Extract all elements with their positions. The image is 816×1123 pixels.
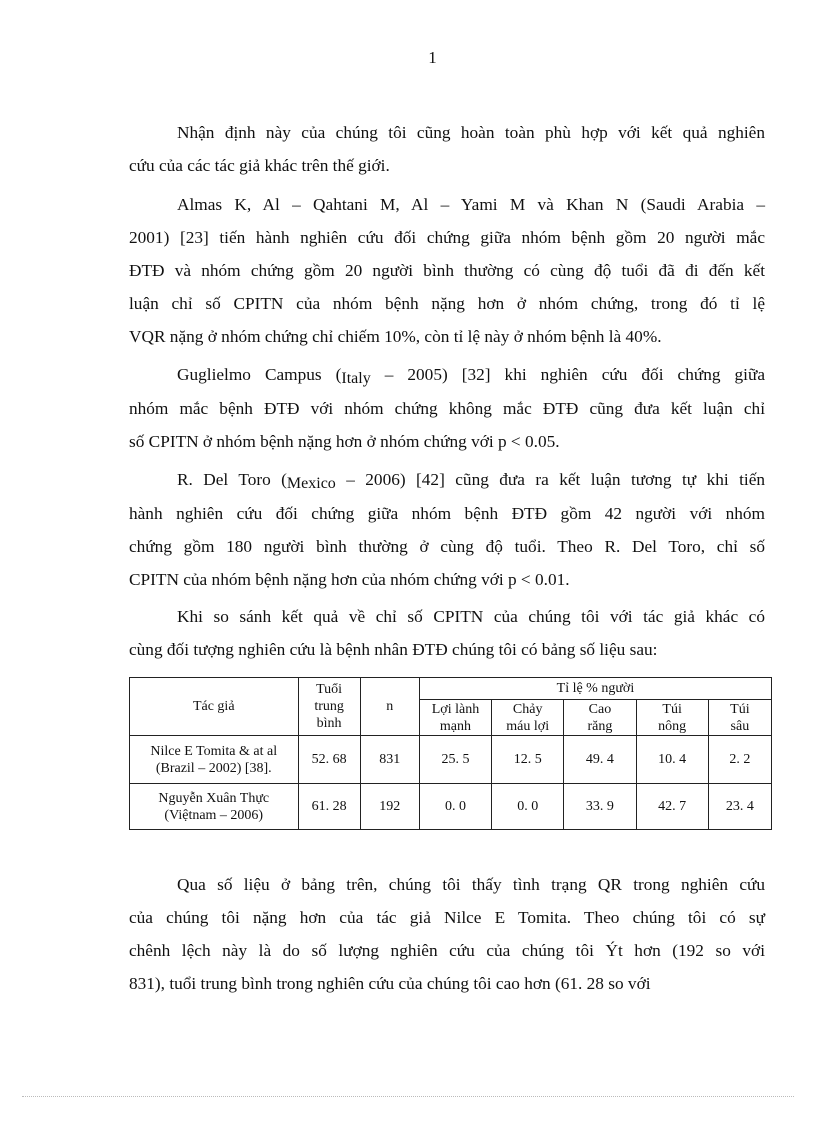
page-number: 1 bbox=[428, 48, 437, 67]
subheader-deep-pocket: Túi sâu bbox=[708, 700, 771, 736]
p5-line-2: cùng đối tượng nghiên cứu là bệnh nhân ĐTĐ chúng tôi có bảng số liệu sau: bbox=[129, 640, 658, 659]
p6-line-4: 831), tuổi trung bình trong nghiên cứu của chúng tôi cao hơn (61. 28 so với bbox=[129, 974, 651, 993]
p6-line-2: của chúng tôi nặng hơn của tác giả Nilce E Tomita. Theo chúng tôi có sự bbox=[129, 908, 765, 927]
subheader-gum-bleeding: Chảy máu lợi bbox=[492, 700, 564, 736]
paragraph-6 bbox=[129, 868, 765, 1000]
p2-line-1: Almas K, Al – Qahtani M, Al – Yami M và Khan N (Saudi Arabia – bbox=[177, 195, 765, 214]
row-author: Nguyễn Xuân Thực (Việtnam – 2006) bbox=[130, 784, 299, 830]
row-age: 61. 28 bbox=[298, 784, 360, 830]
header-percent-people: Tỉ lệ % người bbox=[419, 678, 771, 700]
row-value: 10. 4 bbox=[636, 736, 708, 784]
row-author: Nilce E Tomita & at al (Brazil – 2002) [38]. bbox=[130, 736, 299, 784]
row-n: 831 bbox=[360, 736, 419, 784]
header-n: n bbox=[360, 678, 419, 736]
header-author: Tác giả bbox=[130, 678, 299, 736]
paragraph-2 bbox=[129, 188, 765, 353]
p1-line-2: cứu của các tác giả khác trên thế giới. bbox=[129, 156, 390, 175]
p2-line-2: 2001) [23] tiến hành nghiên cứu đối chứng giữa nhóm bệnh gồm 20 người mắc bbox=[129, 228, 765, 247]
row-value: 33. 9 bbox=[564, 784, 636, 830]
p4-line-1a: R. Del Toro ( bbox=[177, 470, 287, 489]
p2-line-4: luận chỉ số CPITN của nhóm bệnh nặng hơn ở nhóm chứng, trong đó tỉ lệ bbox=[129, 294, 765, 313]
row-n: 192 bbox=[360, 784, 419, 830]
p2-line-5: VQR nặng ở nhóm chứng chỉ chiếm 10%, còn tỉ lệ này ở nhóm bệnh là 40%. bbox=[129, 327, 662, 346]
p6-line-3: chênh lệch này là do số lượng nghiên cứu của chúng tôi Ýt hơn (192 so với bbox=[129, 941, 765, 960]
p4-line-1b: – 2006) [42] cũng đưa ra kết luận tương tự khi tiến bbox=[335, 470, 765, 489]
p5-line-1: Khi so sánh kết quả về chỉ số CPITN của chúng tôi với tác giả khác có bbox=[177, 607, 765, 626]
p3-line-1b: – 2005) [32] khi nghiên cứu đối chứng giữa bbox=[370, 365, 765, 384]
p4-line-2: hành nghiên cứu đối chứng giữa nhóm bệnh ĐTĐ gồm 42 người với nhóm bbox=[129, 504, 765, 523]
subheader-tartar: Cao răng bbox=[564, 700, 636, 736]
p6-line-1: Qua số liệu ở bảng trên, chúng tôi thấy tình trạng QR trong nghiên cứu bbox=[177, 875, 765, 894]
row-value: 23. 4 bbox=[708, 784, 771, 830]
p3-line-3: số CPITN ở nhóm bệnh nặng hơn ở nhóm chứng với p < 0.05. bbox=[129, 432, 560, 451]
paragraph-1 bbox=[129, 116, 765, 182]
table-row bbox=[130, 736, 772, 784]
row-value: 49. 4 bbox=[564, 736, 636, 784]
page-bottom-divider bbox=[22, 1096, 794, 1097]
subheader-shallow-pocket: Túi nông bbox=[636, 700, 708, 736]
p1-line-1: Nhận định này của chúng tôi cũng hoàn toàn phù hợp với kết quả nghiên bbox=[177, 123, 765, 142]
p2-line-3: ĐTĐ và nhóm chứng gồm 20 người bình thường có cùng độ tuổi đã đi đến kết bbox=[129, 261, 765, 280]
p4-country: Mexico bbox=[286, 475, 336, 492]
row-age: 52. 68 bbox=[298, 736, 360, 784]
row-value: 12. 5 bbox=[492, 736, 564, 784]
row-value: 0. 0 bbox=[492, 784, 564, 830]
paragraph-4 bbox=[129, 463, 765, 596]
paragraph-5 bbox=[129, 600, 765, 666]
p4-line-4: CPITN của nhóm bệnh nặng hơn của nhóm chứng với p < 0.01. bbox=[129, 570, 570, 589]
p3-line-2: nhóm mắc bệnh ĐTĐ với nhóm chứng không mắc ĐTĐ cũng đưa kết luận chỉ bbox=[129, 399, 765, 418]
row-value: 42. 7 bbox=[636, 784, 708, 830]
row-value: 25. 5 bbox=[419, 736, 491, 784]
row-value: 2. 2 bbox=[708, 736, 771, 784]
header-mean-age: Tuổi trung bình bbox=[298, 678, 360, 736]
cpitn-comparison-table bbox=[129, 677, 772, 830]
subheader-healthy-gums: Lợi lành mạnh bbox=[419, 700, 491, 736]
p3-line-1a: Guglielmo Campus ( bbox=[177, 365, 342, 384]
table-row bbox=[130, 784, 772, 830]
paragraph-3 bbox=[129, 358, 765, 458]
p3-country: Italy bbox=[341, 370, 371, 387]
p4-line-3: chứng gồm 180 người bình thường ở cùng độ tuổi. Theo R. Del Toro, chỉ số bbox=[129, 537, 765, 556]
row-value: 0. 0 bbox=[419, 784, 491, 830]
